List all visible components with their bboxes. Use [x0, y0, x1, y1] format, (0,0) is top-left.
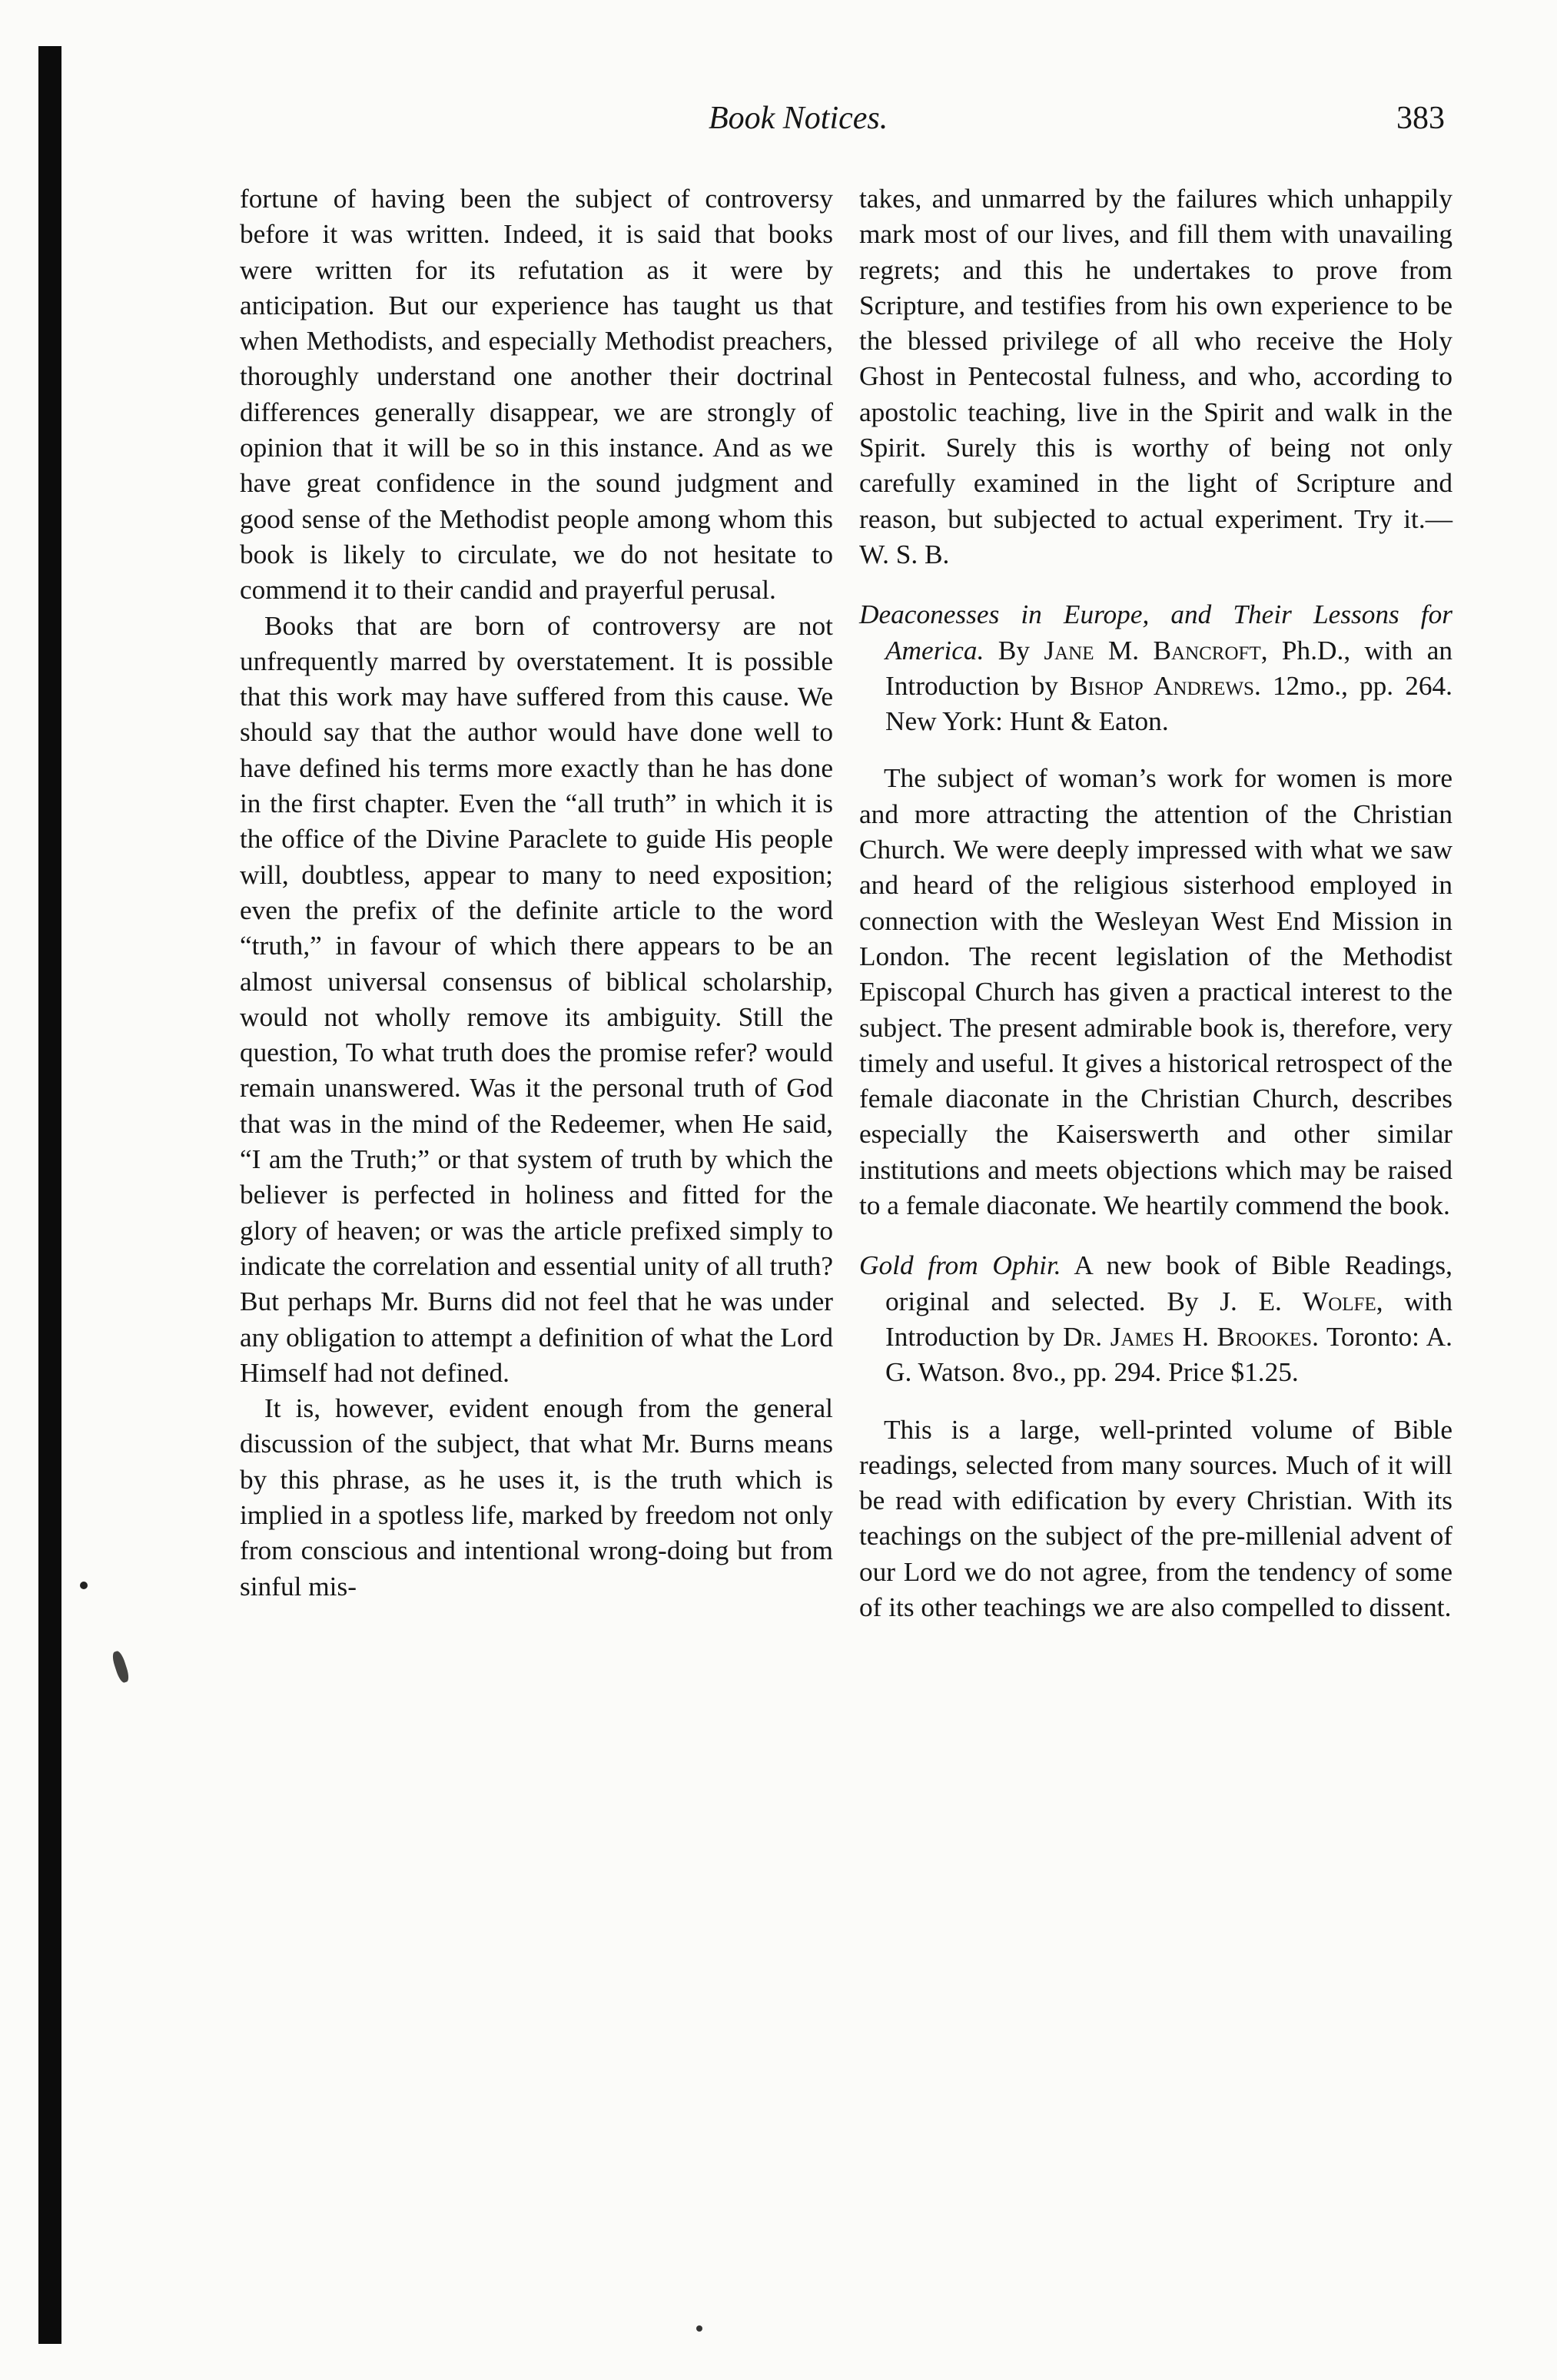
margin-smudge	[111, 1650, 131, 1684]
running-title: Book Notices.	[709, 101, 888, 136]
book-author: J. E. Wolfe	[1220, 1286, 1376, 1316]
paragraph-continued: fortune of having been the subject of controversy before it was written. Indeed, it is said that books were written for its refutation as it were by anticipation. But our experience has taught us that when Methodists, and especially Methodist preachers, thoroughly understand one another their doctrinal differences generally disappear, we are strongly of opinion that it will be so in this instance. And as we have great confidence in the sound judgment and good sense of the Methodist people among whom this book is likely to circulate, we do not hesitate to commend it to their candid and prayerful perusal.	[240, 184, 833, 606]
review-gold-from-ophir: This is a large, well-printed volume of Bible readings, selected from many sources. Much of it will be read with edification by every Christian. With its teachings on the subject of the pre-millenial advent of our Lord we do not agree, from the tendency of some of its other teachings we are also compelled to dissent.	[859, 1414, 1452, 1622]
book-notice-deaconesses: Deaconesses in Europe, and Their Lessons for America. By Jane M. Bancroft, Ph.D., with an Introduction by Bishop Andrews. 12mo., pp. 264. New York: Hunt & Eaton.	[859, 599, 1453, 737]
review-deaconesses: The subject of woman’s work for women is more and more attracting the attention of the Christian Church. We were deeply impressed with what we saw and heard of the religious sisterhood employed in connection with the Wesleyan West End Mission in London. The recent legislation of the Methodist Episcopal Church has given a practical interest to the subject. The present admirable book is, therefore, very timely and useful. It gives a historical retrospect of the female diaconate in the Christian Church, describes especially the Kaiserswerth and other similar institutions and meets objections which may be raised to a female diaconate. We heartily commend the book.	[859, 763, 1452, 1221]
scan-binding-edge	[38, 46, 61, 2344]
book-introducer: Dr. James H. Brookes	[1063, 1321, 1313, 1352]
book-author: Jane M. Bancroft	[1044, 635, 1261, 666]
book-imprint: . 12mo., pp. 264. New York: Hunt & Eaton.	[885, 670, 1452, 737]
book-title: Gold from Ophir.	[859, 1250, 1061, 1281]
book-imprint: . Toronto: A. G. Watson. 8vo., pp. 294. Price $1.25.	[885, 1321, 1452, 1388]
bottom-speck	[696, 2325, 702, 2332]
paragraph-meaning: It is, however, evident enough from the general discussion of the subject, that what Mr. Burns means by this phrase, as he uses it, is the truth which is implied in a spotless life, marked by freedom not only from conscious and intentional wrong-doing but from sinful mis-	[240, 1393, 833, 1602]
margin-speck	[80, 1582, 88, 1589]
paragraph-controversy: Books that are born of controversy are not unfrequently marred by overstatement. It is possible that this work may have suffered from this cause. We should say that the author would have done well to have defined his terms more exactly than he has done in the first chapter. Even the “all truth” in which it is the office of the Divine Paraclete to guide His people will, doubtless, appear to many to need exposition; even the prefix of the definite article to the word “truth,” in favour of which there appears to be an almost universal consensus of biblical scholarship, would not wholly remove its ambiguity. Still the question, To what truth does the promise refer? would remain unanswered. Was it the personal truth of God that was in the mind of the Redeemer, when He said, “I am the Truth;” or that system of truth by which the believer is perfected in holiness and fitted for the glory of heaven; or was the article prefixed simply to indicate the correlation and essential unity of all truth? But perhaps Mr. Burns did not feel that he was under any obligation to attempt a definition of what the Lord Himself had not defined.	[240, 610, 833, 1388]
page-number: 383	[1396, 101, 1445, 136]
book-introducer: Bishop Andrews	[1069, 670, 1254, 701]
book-notice-gold-from-ophir: Gold from Ophir. A new book of Bible Readings, original and selected. By J. E. Wolfe, with Introduction by Dr. James H. Brookes. Toronto: A. G. Watson. 8vo., pp. 294. Price $1.25.	[859, 1250, 1453, 1388]
left-column	[240, 181, 833, 1605]
right-column	[859, 181, 1452, 1625]
paragraph-continuation: takes, and unmarred by the failures which unhappily mark most of our lives, and fill them with unavailing regrets; and this he undertakes to prove from Scripture, and testifies from his own experience to be the blessed privilege of all who receive the Holy Ghost in Pentecostal fulness, and who, according to apostolic teaching, live in the Spirit and walk in the Spirit. Surely this is worthy of being not only carefully examined in the light of Scripture and reason, but subjected to actual experiment. Try it.—W. S. B.	[859, 184, 1452, 569]
book-title: Deaconesses in Europe, and Their Lessons for America.	[859, 599, 1452, 666]
